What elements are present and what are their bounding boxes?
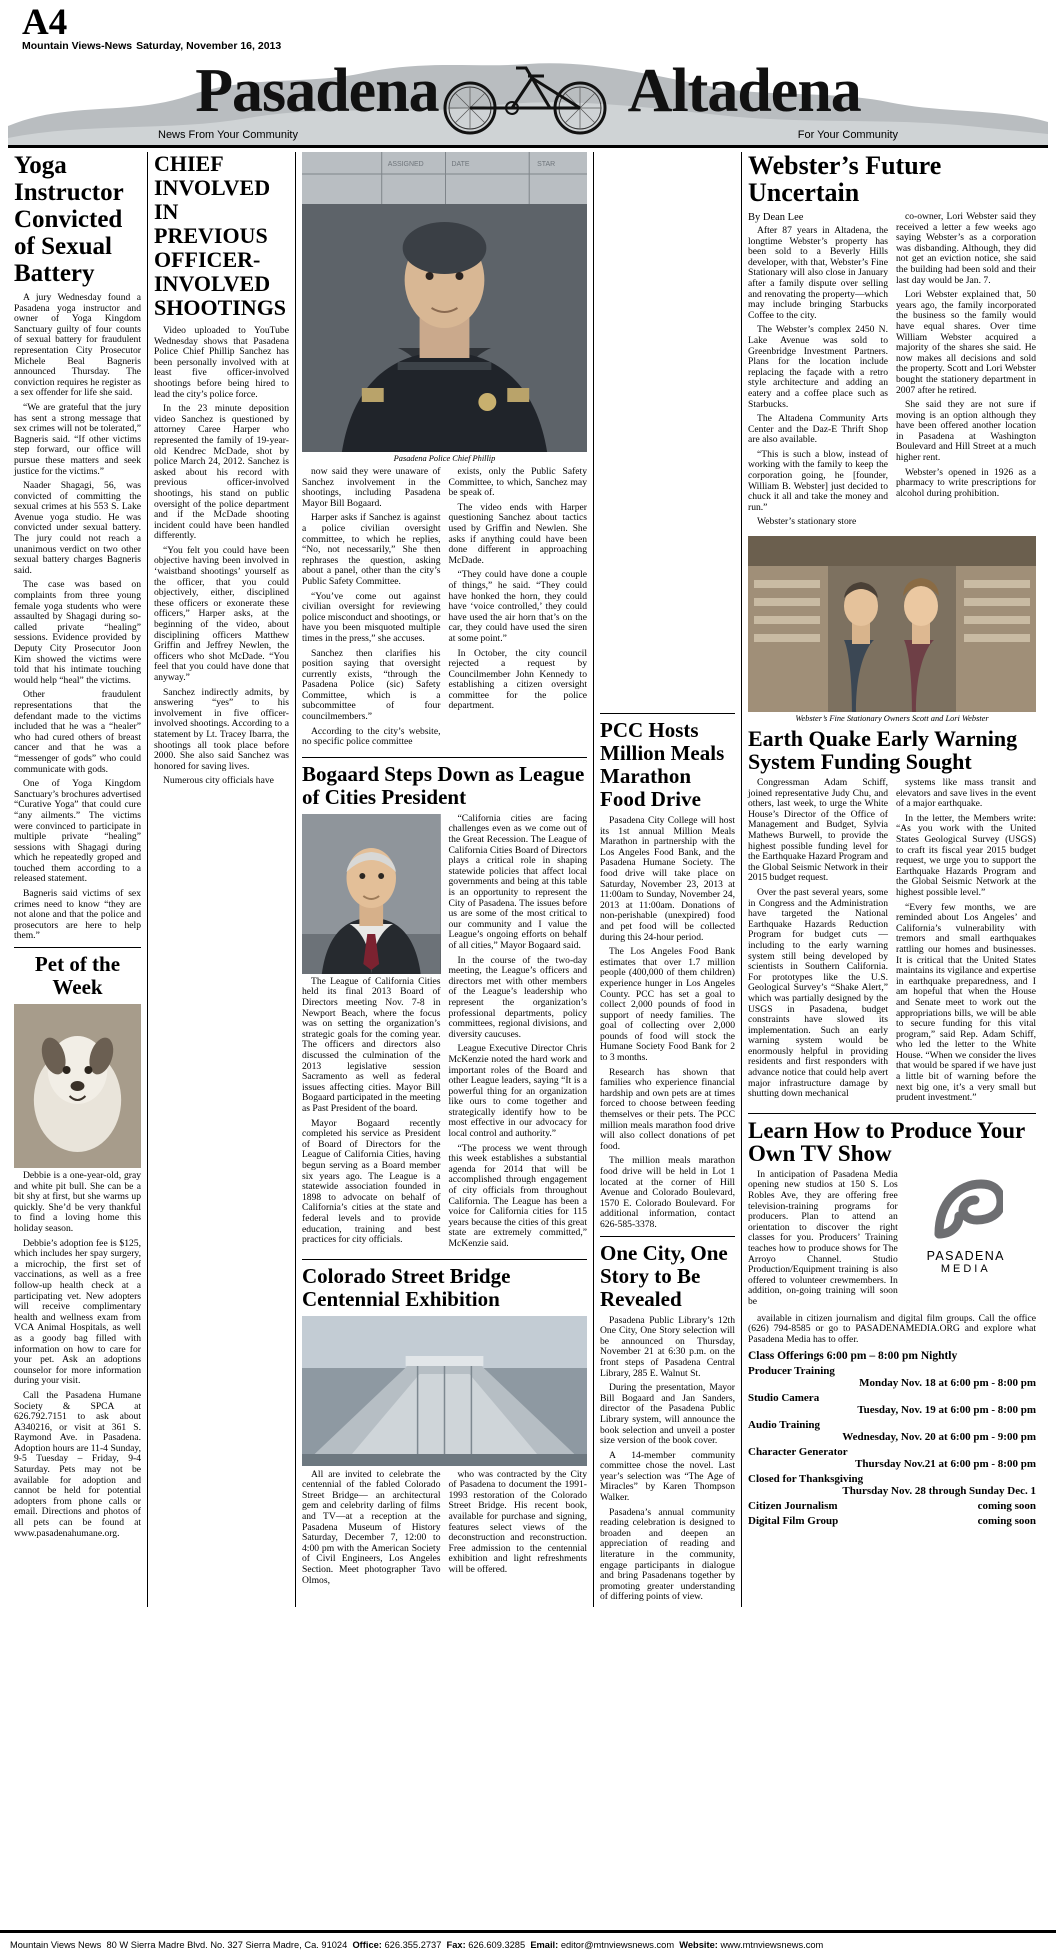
masthead-title-right: Altadena [627,57,861,125]
pasadena-media-wordmark-2: MEDIA [940,1262,991,1275]
onecity-p2: During the presentation, Mayor Bill Bogaard and Jan Sanders, director of the Pasadena Public Library system, will announce the book selection and unveil a poster size version of the book cover. [600,1382,735,1447]
yoga-p5: Other fraudulent representations that the defendant made to the victims included that he was a “healer” who had cured others of breast cancer and that he was a “messenger of gods” who could communicate with gods. [14,689,141,775]
paper-name: Mountain Views-News [22,40,133,52]
pet-p3: Call the Pasadena Humane Society & SPCA at 626.792.7151 to ask about A340216, or visit at 361 S. Raymond Ave. in Pasadena. Adoption hours are 11-4 Sunday, 9-5 Tuesday – Friday, 9-4 Saturday. Pets may not be available for adoption and cannot be held for potential adopters from phone calls or email. Directions and photos of all pets can be found at www.pasadenahumane.org. [14,1389,141,1539]
pet-p1: Debbie is a one-year-old, gray and white pit bull. She can be a bit shy at first, but she warms up quickly. She’d be very thankful to find a loving home this holiday season. [14,1170,141,1234]
tvshow-c1: In anticipation of Pasadena Media opening new studios at 150 S. Los Robles Ave, they are offering free television-training programs for producers. Plan to attend an orientation to discover the right classes for you. Producers’ Training teaches how to produce shows for The Arroyo Channel. Studio Production/Equipment training is also offered to volunteer crewmembers. In addition, on-going training will soon be [748,1168,898,1307]
bogaard-photo [302,814,441,974]
yoga-p2: “We are grateful that the jury has sent a strong message that sex crimes will not be tolerated,” Bagneris said. “If other victims step forward, our office will pursue these matters and seek justice for the victims.” [14,401,141,477]
footer-fax-number: 626.609.3285 [468,1939,526,1950]
footer-email-label: Email: [530,1939,559,1950]
bridge-c1: All are invited to celebrate the centennial of the fabled Colorado Street Bridge— an architectural gem and celebrity darling of films and TV—at a reception at the Pasadena Museum of History Saturday, December 7, 12:00 to 4:00 pm with the American Society of Civil Engineers, Los Angeles Section. Meet photographer Tavo Olmos, [302,1468,441,1586]
tvshow-body [748,1170,1036,1312]
webster-c2-p2: Lori Webster explained that, 50 years ago, the family incorporated the business so the family would have equal shares. Over time William Webster acquired a majority of the shares she said. He now makes all decisions and sold the property. Scott and Lori Webster bought the stationery department in 2007 after he retired. [896,289,1036,396]
footer-website[interactable]: www.mtnviewsnews.com [720,1939,824,1950]
chief-p2: In the 23 minute deposition video Sanchez is questioned by attorney Caree Harper who represented the family of 19-year-old Kendrec McDade, shot by police March 24, 2012. Sanchez is asked about his record with previous officer-involved shootings, his stand on public oversight of the police department and if the McDade shooting incident could have been handled differently. [154,403,289,542]
masthead-title-left: Pasadena [195,57,439,125]
webster-c1-p5: Webster’s stationary store [757,516,857,528]
earthquake-c2-p2: In the letter, the Members write: “As you work with the United States Geological Survey (USGS) to craft its fiscal year 2015 budget request, we urge you to support the Earthquake Hazards Program and the Global Seismic Network at the highest possible level.” [896,812,1036,898]
issue-date: Saturday, November 16, 2013 [136,40,282,52]
bogaard-c2-p2: In the course of the two-day meeting, the League’s officers and directors met with other members of the League’s leadership who represent the organization’s professional departments, policy committees, regional divisions, and diversity caucuses. [448,954,587,1040]
class-label: Citizen Journalism [748,1500,838,1513]
pasadena-media-wordmark-1: PASADENA [926,1248,1005,1263]
tagline-right: For Your Community [797,129,898,141]
yoga-p1: A jury Wednesday found a Pasadena yoga instructor and owner of Yoga Kingdom Sanctuary guilty of four counts of sexual battery for fraudulent representation City Prosecutor Michele Beal Bagneris announced Thursday. The conviction requires he register as a sex offender for life she said. [14,292,141,399]
earthquake-c2-p1: systems like mass transit and elevators and save lives in the event of a major earthquake. [896,777,1036,810]
tagline-left: News From Your Community [158,129,298,141]
police-chief-photo [302,152,587,452]
column-5 [742,152,1042,1607]
folio [8,2,1048,43]
webster-c1-p2: The Webster’s complex 2450 N. Lake Avenue was sold to Greenbridge Investment Partners. Plans for the location include replacing the façade with a retro style architecture and adding an eatery and a coffee place such as Starbucks. [748,324,888,410]
bogaard-c1-p1: The League of California Cities held its final 2013 Board of Directors meeting Nov. 7-8 in Newport Beach, where the focus was on setting the organization’s strategic goals for the coming year. The officers and directors also discussed the culmination of the 2013 legislative session Sacramento as well as federal issues affecting cities. Mayor Bill Bogaard participated in the meeting as Past President of the board. [302,975,441,1114]
pcc-p2: The Los Angeles Food Bank estimates that over 1.7 million people (400,000 of them children) experience hunger in Los Angeles County. PCC has set a goal to collect 2,000 pounds of food in support of needy families. The goal of collecting over 2,000 pounds of food will stock the Humane Society Food Bank for 2 to 3 months. [600,946,735,1064]
class-row-citizen-journalism [748,1500,1036,1512]
webster-c2-p3: She said they are not sure if moving is an option although they have been offered another location in Pasadena at Washington Boulevard and Hill Street at a much higher rent. [896,399,1036,464]
masthead [8,56,1048,148]
pcc-headline: PCC Hosts Million Meals Marathon Food Drive [600,718,725,811]
bridge-headline: Colorado Street Bridge Centennial Exhibition [302,1263,511,1311]
onecity-p3: A 14-member community committee chose the novel. Last year’s selection was “The Age of Miracles” by Karen Thompson Walker. [600,1449,735,1504]
bridge-body [302,1470,587,1591]
police-chief-photo-caption: Pasadena Police Chief Phillip [393,454,496,463]
class-row-thanksgiving [748,1473,1036,1485]
pet-p2: Debbie’s adoption fee is $125, which includes her spay surgery, a microchip, the first set of vaccinations, as well as a free follow-up health check at a participating vet. New adopters will receive complimentary health and wellness exam from VCA Animal Hospitals, as well as a goody bag filled with information on how to care for your pet. Ask an adoptions counselor for more information during your visit. [14,1237,141,1387]
class-value-studio-camera: Tuesday, Nov. 19 at 6:00 pm - 8:00 pm [857,1404,1036,1417]
webster-headline: Webster’s Future Uncertain [748,151,942,207]
class-label: Producer Training [748,1365,835,1378]
masthead-taglines [8,129,1048,141]
tvshow-c2: available in citizen journalism and digital film groups. Call the office (626) 794-8585 or go to PASADENAMEDIA.ORG and explore what Pasadena Media has to offer. [748,1312,1036,1345]
column-3 [296,152,594,1607]
column-2 [148,152,296,1607]
folio-meta [8,36,1048,54]
bogaard-body [302,814,587,1254]
footer-office-label: Office: [352,1939,382,1950]
class-value-thanksgiving: Thursday Nov. 28 through Sunday Dec. 1 [842,1485,1036,1498]
class-row-producer-training [748,1365,1036,1377]
webster-store-photo [748,536,1036,712]
class-label: Audio Training [748,1419,821,1432]
pcc-p1: Pasadena City College will host its 1st annual Million Meals Marathon in partnership with the Los Angeles Food Bank, and the Pasadena Humane Society. The food drive will take place on Saturday, November 23, 2013 at 11:00am to Sunday, November 24, 2013 at 11:00am. Donations of non-perishable (unexpired) food and pet food will be collected during this 24-hour period. [600,815,735,943]
webster-c2-p4: Webster’s opened in 1926 as a pharmacy to write prescriptions for alcohol during prohibition. [896,466,1036,499]
chief-c2-p4: Sanchez then clarifies his position saying that oversight currently exists, “through the Pasadena Police (sic) Safety Committee, which is a subcommittee of four councilmembers.” [302,647,441,723]
colorado-street-bridge-photo [302,1316,587,1466]
pasadena-media-mark-icon [929,1172,1003,1246]
bogaard-c2-p1: “California cities are facing challenges even as we come out of the Great Recession. The League of California Cities Board of Directors plays a critical role in shaping statewide policies that affect local governments and being at this table is an opportunity to represent the City of Pasadena. The issues before us are some of the most critical to our community and I value the League’s ongoing efforts on behalf of all cities,” Mayor Bogaard said. [448,812,587,951]
pasadena-media-logo [906,1170,1026,1312]
class-row-character-generator [748,1446,1036,1458]
class-label: Character Generator [748,1446,848,1459]
chief-p3: “You felt you could have been objective having been involved in ‘waistband shootings’ yourself as the officer, that you could objectively, either, disciplined these officers or exonerate these officers,” Harper asks, at the beginning of the video, about disciplining officers Matthew Griffin and Jeffrey Newlen, the officers who shot McDade. “You feel that you could have done that anyway.” [154,544,289,683]
earthquake-headline: Earth Quake Early Warning System Funding Sought [748,726,1018,775]
svg-text:STAR: STAR [537,160,556,169]
chief-c2-p3: “You’ve come out against civilian oversight for reviewing police misconduct and shootings, or have you been misquoted multiple times in the press,” she accuses. [302,590,441,644]
class-value: coming soon [977,1500,1036,1513]
class-offerings-title: Class Offerings 6:00 pm – 8:00 pm Nightly [748,1350,958,1363]
earthquake-c1-p1: Congressman Adam Schiff, joined representative Judy Chu, and others, last week, to urge the White House’s Director of the Office of Management and Budget, Sylvia Mathews Burwell, to provide the highest possible funding level for the Earthquake Hazard Program and the Global Seismic Network in their 2015 budget request. [748,777,888,884]
page-footer [0,1930,1056,1956]
column-4 [594,152,742,1607]
chief-c2-p2: Harper asks if Sanchez is against a police civilian oversight committee, to which he replies, “No, not necessarily,” She then rephrases the question, asking about a panel, other than the city’s Public Safety Committee. [302,512,441,587]
earthquake-c1-p2: Over the past several years, some in Congress and the Administration have targeted the National Earthquake Hazards Reduction Program for budget cuts — including to the early warning system still being developed by scientists in Southern California. For prototypes like the U.S. Geological Survey’s “Shake Alert,” which was partially designed by the USGS in Pasadena, budget constraints have slowed its implementation. Such an early warning system would be enormously helpful in providing residents and first responders with advance notice that could help avert major infrastructure damage by shutting down mechanical [748,886,888,1100]
chief-c2-p1: now said they were unaware of Sanchez involvement in the shootings, including Pasadena Mayor Bill Bogaard. [302,466,441,509]
webster-photo-caption: Webster’s Fine Stationary Owners Scott and Lori Webster [795,714,989,724]
earthquake-c2-p3: “Every few months, we are reminded about Los Angeles’ and California’s vulnerability with tremors and small earthquakes rattling our homes and businesses. It is critical that the United States maintains its vigilance and expertise in earthquake preparedness, and I am hopeful that when the House and Senate meet to work out the appropriations bills, we will be able to secure funding for this vital program,” said Rep. Adam Schiff, who led the letter to the White House. “When we consider the lives that would be spared if we have just a little bit of warning before the next big one, it’s a very small but prudent investment.” [896,901,1036,1104]
webster-c2-p1: co-owner, Lori Webster said they received a letter a few weeks ago saying Webster’s as a corporation was disbanding. Although, they did not get an eviction notice, she said the building had been sold and their last day would be Jan. 7. [896,211,1036,286]
onecity-p4: Pasadena’s annual community reading celebration is designed to broaden and deepen an appreciation of reading and literature in the community, engage participants in dialogue and bring Pasadenans together by promoting greater understanding of differing points of view. [600,1506,735,1603]
footer-paper-name: Mountain Views News [10,1939,102,1950]
pet-headline: Pet of the Week [34,952,121,1000]
pcc-p3: Research has shown that families who experience financial hardship and own pets are at times forced to choose between feeding themselves or their pets. The PCC million meals marathon food drive will also collect donations of pet food. [600,1066,735,1152]
yoga-headline: Yoga Instructor Convicted of Sexual Battery [14,152,124,287]
webster-byline: By Dean Lee [748,212,804,223]
yoga-p7: Bagneris said victims of sex crimes need to know “they are not alone and that the police and prosecutors are here to help them.” [14,888,141,942]
footer-email[interactable]: editor@mtnviewsnews.com [560,1939,675,1950]
chief-headline: CHIEF INVOLVED IN PREVIOUS OFFICER-INVOLVED SHOOTINGS [154,151,287,320]
onecity-headline: One City, One Story to Be Revealed [600,1240,728,1311]
chief-p4: Sanchez indirectly admits, by answering “yes” to his involvement in five officer-involved shootings. According to a statement by Lt. Tracey Ibarra, the shootings all took place before 2000. She also said Sanchez was honored for saving lives. [154,686,289,772]
class-label: Digital Film Group [748,1515,839,1528]
column-1 [8,152,148,1607]
bogaard-c2-p3: League Executive Director Chris McKenzie noted the hard work and important roles of the Board and other League leaders, saying “It is a powerful thing for an organization like ours to come together and strategically identify how to be most effective in our advocacy for local control and authority.” [448,1043,587,1140]
class-label: Studio Camera [748,1392,820,1405]
webster-c1-p1: After 87 years in Altadena, the longtime Webster’s property has been sold to a Beverly Hills developer, with that, Webster’s Fine Stationary will also close in January after a family dispute over selling and renovating the property—which may include bringing Starbucks Coffee to the city. [748,225,888,321]
bogaard-headline: Bogaard Steps Down as League of Cities President [302,761,585,809]
chief-continuation [302,467,587,752]
chief-p5: Numerous city officials have [163,775,274,787]
page-number: A4 [22,2,68,43]
chief-c2-p5: According to the city’s website, no specific police committee [302,725,441,748]
chief-c3-p4: In October, the city council rejected a request by Councilmember John Kennedy to establishing a citizen oversight committee for the police department. [448,647,587,712]
onecity-p1: Pasadena Public Library’s 12th One City, One Story selection will be announced on Thursday, November 21 at 6:30 p.m. on the front steps of Pasadena Central Library, 285 E. Walnut St. [600,1314,735,1379]
footer-fax-label: Fax: [446,1939,466,1950]
bogaard-c2-p4: “The process we went through this week establishes a substantial agenda for 2014 that will be accomplished through engagement of city officials from throughout California. The League has been a voice for California cities for 115 years because the cities of this great state are extremely committed,” McKenzie said. [448,1142,587,1249]
tvshow-headline: Learn How to Produce Your Own TV Show [748,1117,1025,1166]
class-value-character-generator: Thursday Nov.21 at 6:00 pm - 8:00 pm [855,1458,1036,1471]
webster-body [748,212,1036,532]
yoga-p6: One of Yoga Kingdom Sanctuary’s brochures advertised “Curative Yoga” that could cure “any ailments.” The victims were convinced to participate in multiple private “healing” sessions with Shagagi during which he repeatedly groped and touched them according to a released statement. [14,778,141,885]
footer-office-phone: 626.355.2737 [384,1939,442,1950]
footer-website-label: Website: [679,1939,718,1950]
class-row-studio-camera [748,1392,1036,1404]
class-label: Closed for Thanksgiving [748,1473,864,1486]
yoga-p4: The case was based on complaints from three young female yoga students who were assaulted by Shagagi during so-called private “healing” sessions. Evidence provided by Deputy City Prosecutor Joon Kim showed the victims were told that his intimate touching would help “heal” the victims. [14,579,141,686]
svg-text:ASSIGNED: ASSIGNED [387,160,424,169]
webster-c1-p4: “This is such a blow, instead of working with the family to keep the corporation going, he [founder, William B. Webster] just decided to chuck it all and take the money and run.” [748,448,888,513]
content-grid [8,152,1048,1607]
class-row-digital-film-group [748,1515,1036,1527]
footer-address: 80 W Sierra Madre Blvd. No. 327 Sierra Madre, Ca. 91024 [106,1939,348,1950]
pet-of-the-week-photo [14,1004,141,1168]
yoga-p3: Naader Shagagi, 56, was convicted of committing the sexual crimes at his 553 S. Lake Avenue yoga studio. He was convicted under sexual battery. The jury could not reach a unanimous verdict on two other sexual battery charges Bagneris said. [14,480,141,576]
class-value: coming soon [977,1515,1036,1528]
bridge-c2: who was contracted by the City of Pasadena to document the 1991-1993 restoration of the Colorado Street Bridge. His recent book, available for purchase and signing, features select views of the deconstruction and reconstruction. Free admission to the centennial exhibition and light refreshments will be offered. [448,1468,587,1575]
chief-p1: Video uploaded to YouTube Wednesday shows that Pasadena Police Chief Phillip Sanchez has been personally involved with at least five officer-involved shootings before being hired to lead the city’s police force. [154,325,289,400]
pcc-p4: The million meals marathon food drive will be held in Lot 1 located at the corner of Hill Avenue and Colorado Boulevard, 1570 E. Colorado Boulevard. For additional information, contact 626-585-3378. [600,1155,735,1230]
class-value-audio-training: Wednesday, Nov. 20 at 6:00 pm - 9:00 pm [842,1431,1036,1444]
chief-c3-p3: “They could have done a couple of things,” he said. “They could have honked the horn, they could have ‘voice controlled,’ they could have used the air horn that’s on the car, they could have used the siren at some point.” [448,569,587,644]
chief-c3-p2: The video ends with Harper questioning Sanchez about tactics used by Griffin and Newlen. She asks if anything could have been done different in approaching McDade. [448,501,587,566]
class-value-producer-training: Monday Nov. 18 at 6:00 pm - 8:00 pm [859,1377,1036,1390]
webster-c1-p3: The Altadena Community Arts Center and the Daz-E Thrift Shop are also available. [748,413,888,446]
earthquake-body [748,778,1036,1108]
svg-text:DATE: DATE [451,160,470,169]
chief-c3-p1: exists, only the Public Safety Committee, to which, Sanchez may be speak of. [448,466,587,499]
class-row-audio-training [748,1419,1036,1431]
bogaard-c1-p2: Mayor Bogaard recently completed his service as President of Board of Directors for the League of California Cities, having begun serving as a Board member six years ago. The League is a statewide association founded in 1898 to advocate on behalf of California’s cities at the state and federal levels and to provide education, training and best practices for city officials. [302,1117,441,1246]
